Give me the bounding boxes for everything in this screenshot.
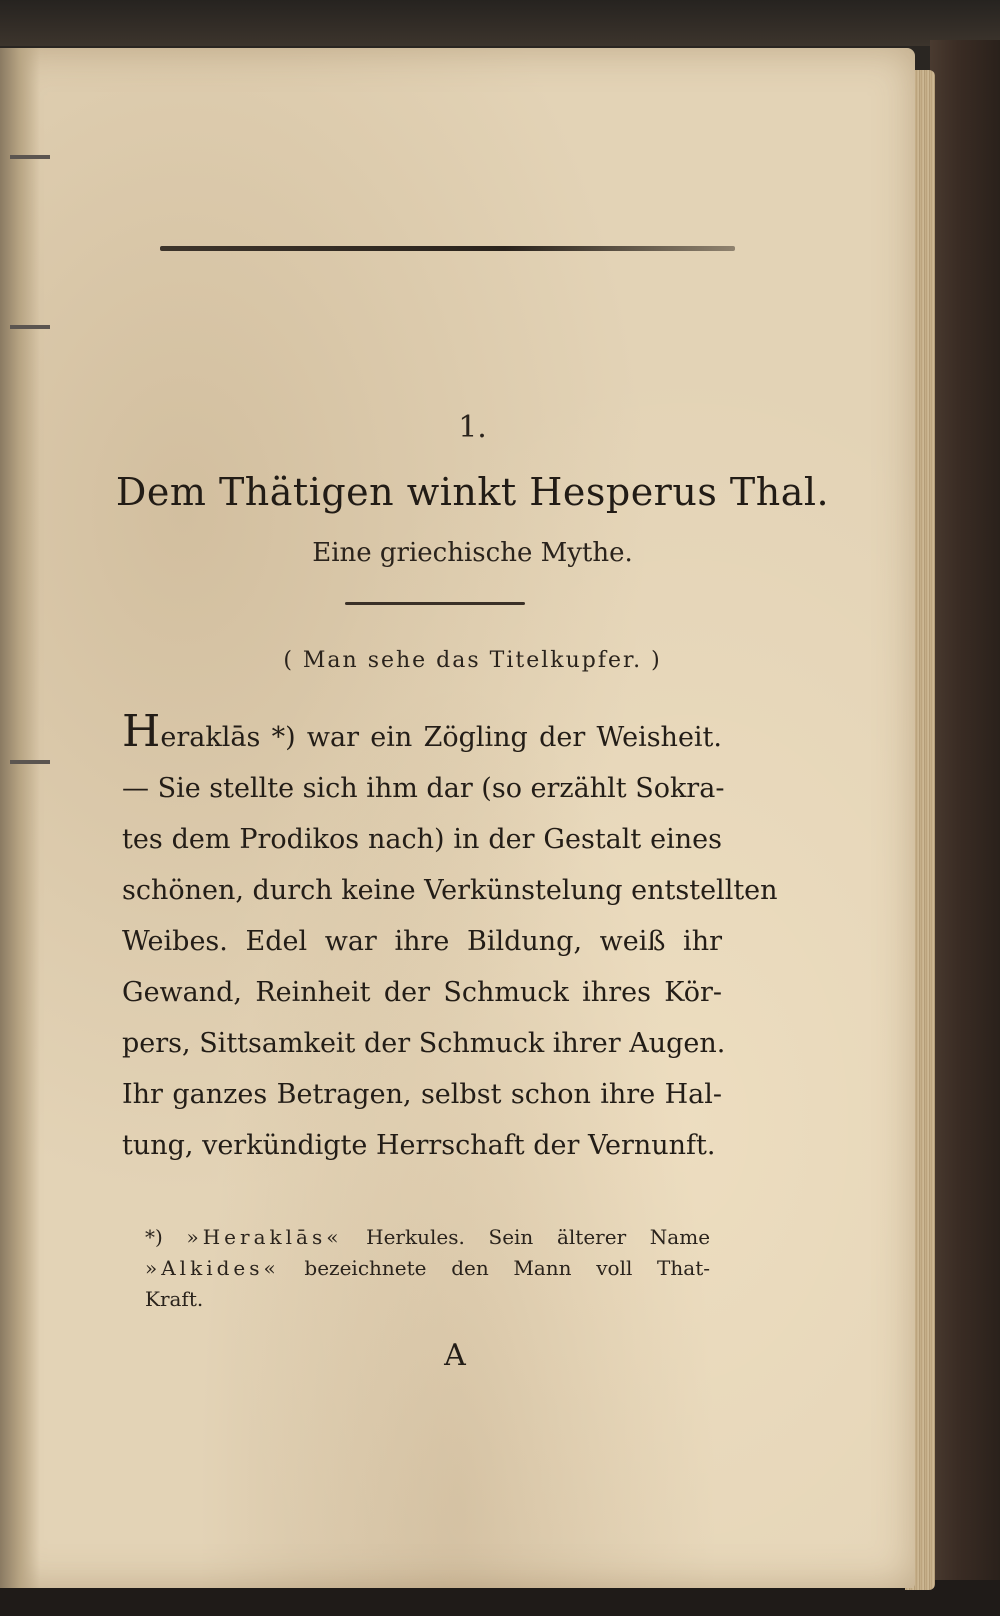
footnote-line: Kraft. — [145, 1287, 204, 1311]
body-line: tes dem Prodikos nach) in der Gestalt eines — [122, 824, 722, 855]
binding-stitch — [10, 760, 50, 764]
title-divider — [345, 602, 525, 605]
footnote-line: *) »Heraklās« Herkules. Sein älterer Name — [145, 1225, 711, 1249]
footnote-marker: *) — [145, 1225, 163, 1249]
body-line: tung, verkündigte Herrschaft der Vernunft. — [122, 1130, 716, 1161]
footnote-line: »Alkides« bezeichnete den Mann voll That- — [145, 1256, 710, 1280]
page-gutter — [0, 48, 40, 1588]
chapter-title: Dem Thätigen winkt Hesperus Thal. — [115, 470, 830, 514]
footnote-term: »Alkides« — [145, 1256, 280, 1280]
footnote — [145, 1222, 710, 1315]
chapter-number: 1. — [458, 410, 487, 445]
book-cover-top — [0, 0, 1000, 46]
illustration-note: ( Man sehe das Titelkupfer. ) — [283, 648, 662, 673]
footnote-term: »Heraklās« — [186, 1225, 343, 1249]
book-cover-spine — [930, 40, 1000, 1600]
body-line: Heraklās *) war ein Zögling der Weisheit. — [122, 706, 722, 757]
body-line: Ihr ganzes Betragen, selbst schon ihre Hal- — [122, 1079, 722, 1110]
header-rule — [160, 246, 735, 251]
binding-stitch — [10, 325, 50, 329]
body-line: Gewand, Reinheit der Schmuck ihres Kör- — [122, 977, 722, 1008]
signature-mark: A — [444, 1338, 466, 1373]
body-line: Weibes. Edel war ihre Bildung, weiß ihr — [122, 926, 722, 957]
drop-cap: H — [122, 706, 161, 757]
body-line: — Sie stellte sich ihm dar (so erzählt Sokra- — [122, 773, 725, 804]
chapter-subtitle: Eine griechische Mythe. — [312, 538, 633, 568]
binding-stitch — [10, 155, 50, 159]
body-line: pers, Sittsamkeit der Schmuck ihrer Augen. — [122, 1028, 726, 1059]
body-line: schönen, durch keine Verkünstelung entstellten — [122, 875, 778, 906]
body-paragraph — [122, 706, 778, 1171]
